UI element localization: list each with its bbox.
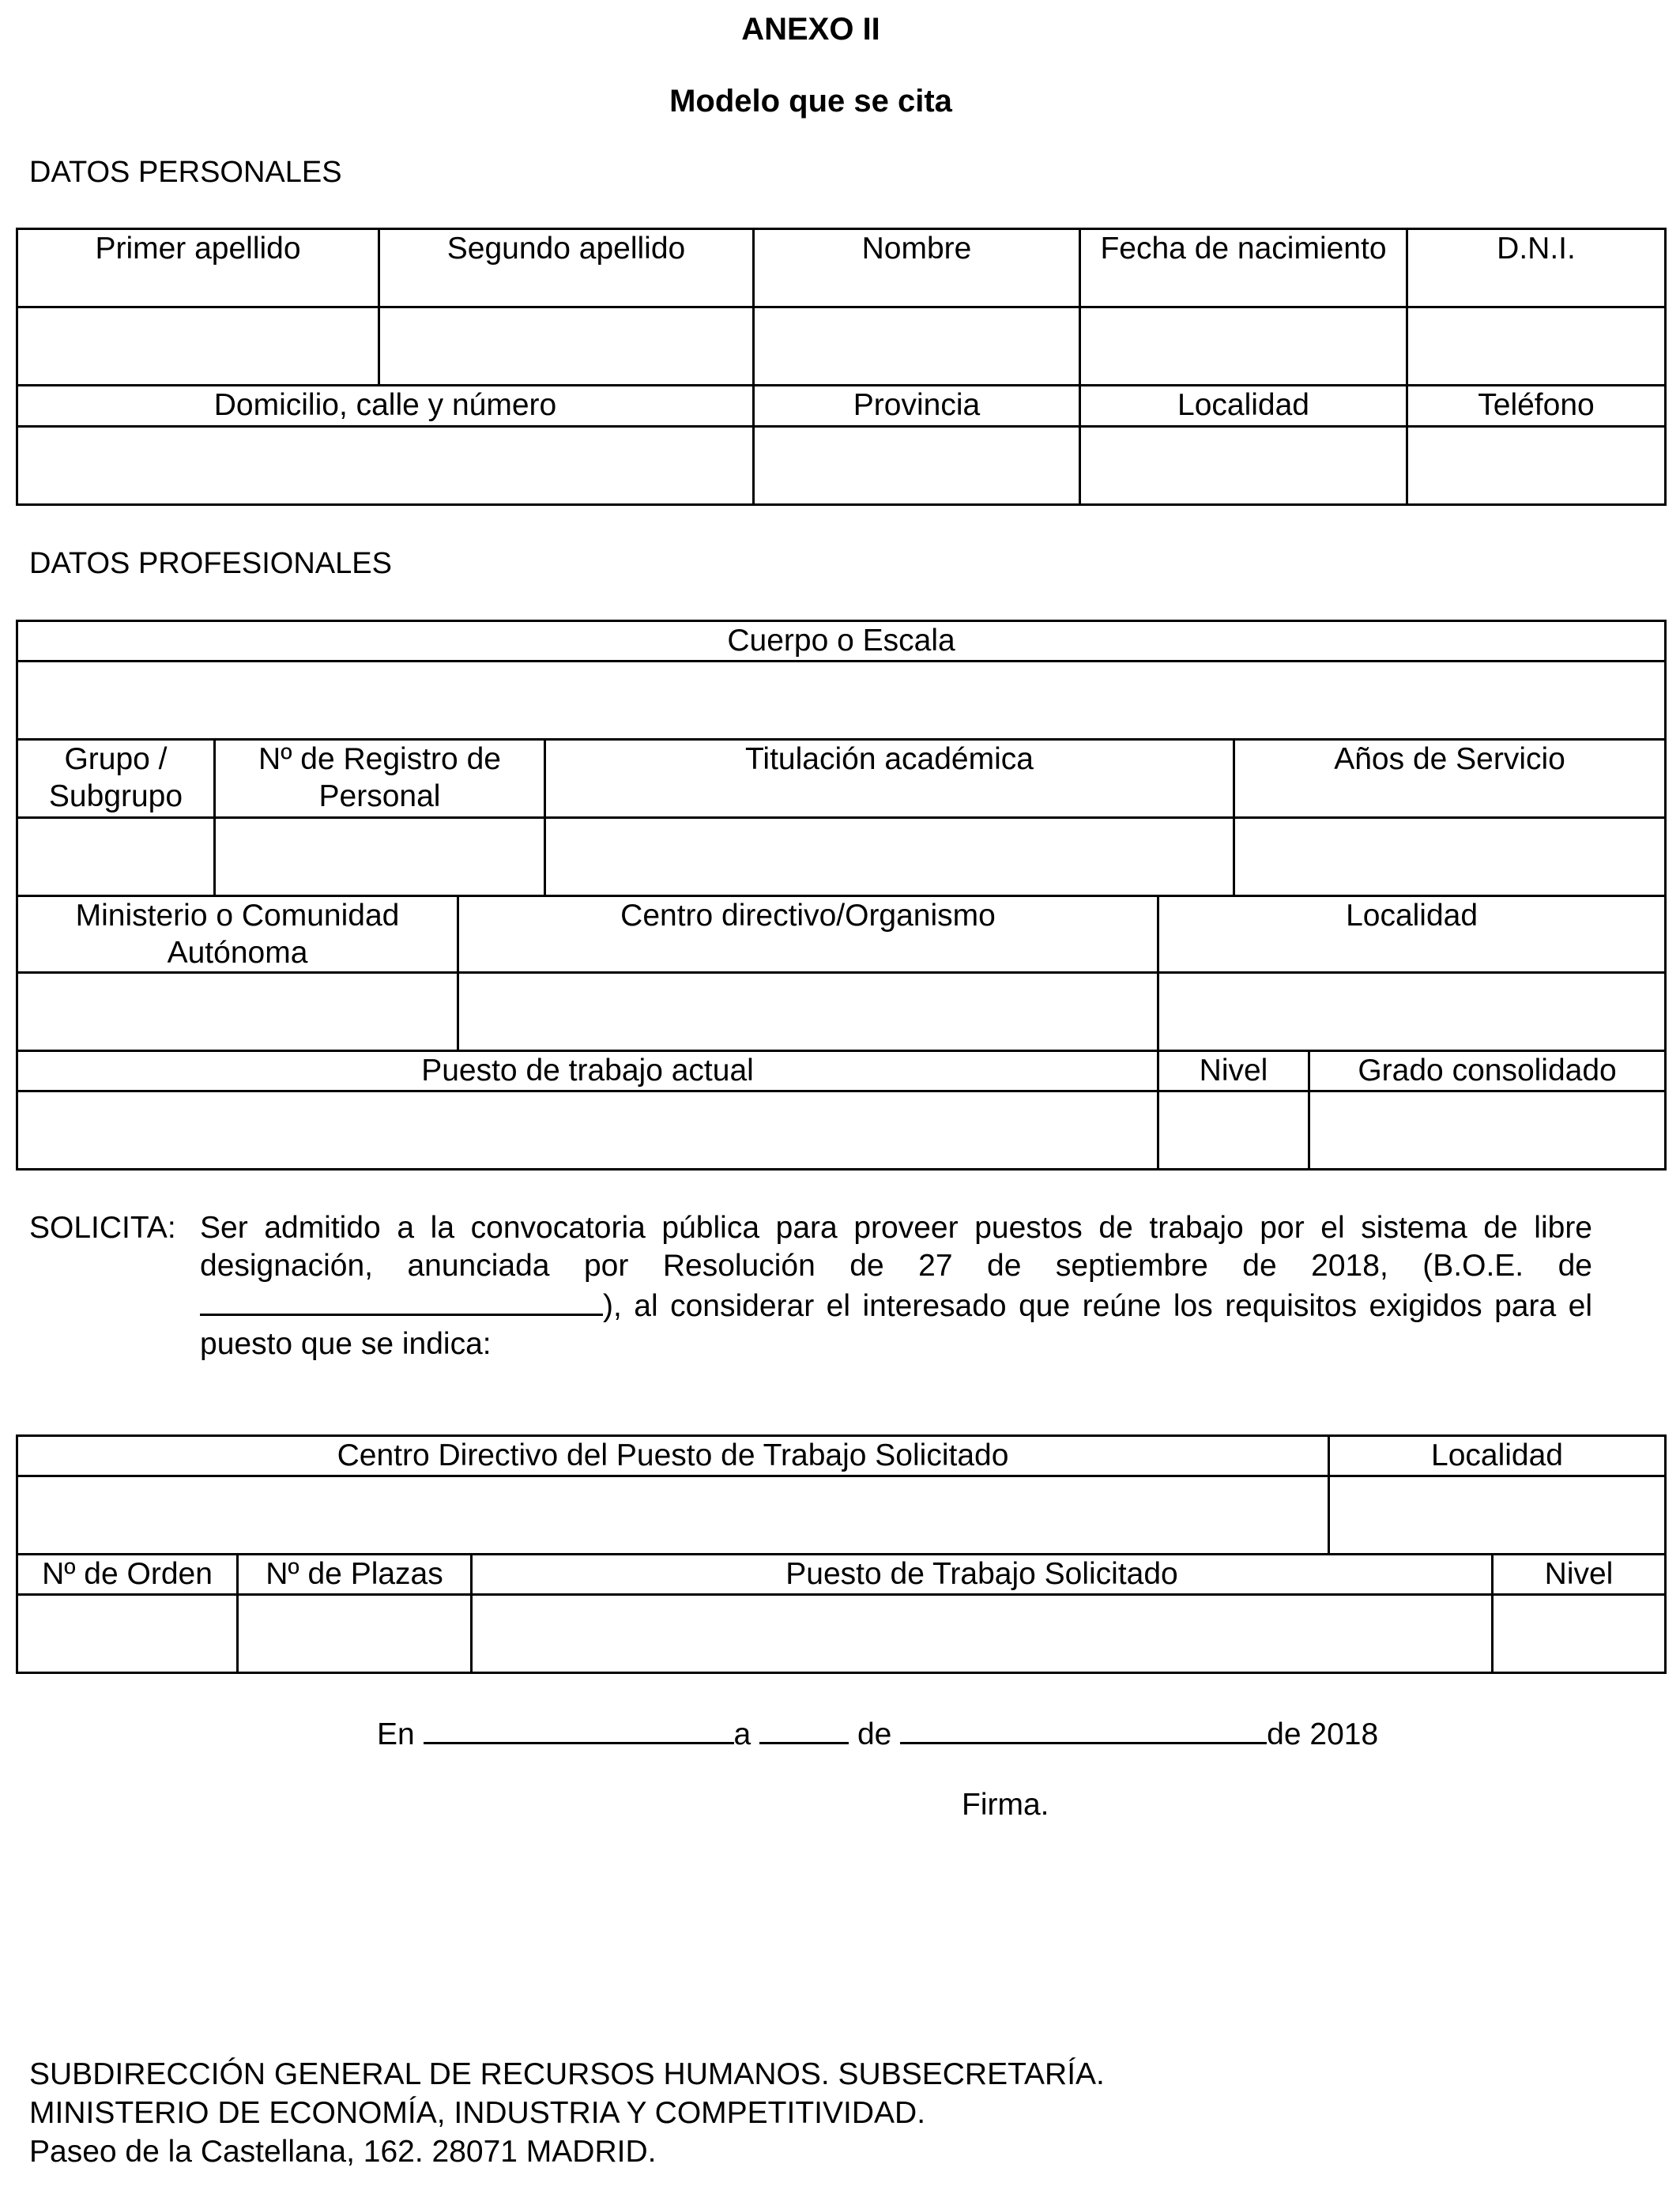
header-grado-consolidado: Grado consolidado — [1309, 1051, 1666, 1091]
field-puesto-actual[interactable] — [17, 1091, 1158, 1170]
header-anos-servicio: Años de Servicio — [1234, 740, 1666, 818]
field-localidad-prof[interactable] — [1158, 973, 1666, 1051]
header-nivel: Nivel — [1158, 1051, 1309, 1091]
solicita-text-part1: Ser admitido a la convocatoria pública para proveer puestos de trabajo por el sistema de libre designación, anunciada por Resolución de 27 de septiembre de 2018, (B.O.E. de — [200, 1211, 1592, 1283]
field-ministerio[interactable] — [17, 973, 458, 1051]
document-title: ANEXO II — [741, 12, 880, 47]
field-centro-solicitado[interactable] — [17, 1476, 1329, 1555]
header-fecha-nacimiento: Fecha de nacimiento — [1080, 229, 1407, 307]
professional-data-table — [16, 620, 1667, 1171]
field-primer-apellido[interactable] — [17, 307, 379, 386]
field-titulacion[interactable] — [545, 818, 1234, 896]
field-localidad[interactable] — [1080, 427, 1407, 505]
footer-line-2: MINISTERIO DE ECONOMÍA, INDUSTRIA Y COMPETITIVIDAD. — [29, 2096, 926, 2130]
field-puesto-solicitado[interactable] — [472, 1595, 1493, 1673]
header-numero-plazas: Nº de Plazas — [238, 1555, 472, 1595]
solicita-label: SOLICITA: — [29, 1211, 176, 1245]
field-fecha-nacimiento[interactable] — [1080, 307, 1407, 386]
field-registro-personal[interactable] — [215, 818, 545, 896]
header-telefono: Teléfono — [1407, 386, 1666, 427]
field-numero-orden[interactable] — [17, 1595, 238, 1673]
header-localidad-solicitada: Localidad — [1329, 1436, 1666, 1476]
field-numero-plazas[interactable] — [238, 1595, 472, 1673]
header-cuerpo-escala: Cuerpo o Escala — [17, 621, 1666, 662]
date-de-label: de — [857, 1717, 892, 1751]
header-ministerio: Ministerio o Comunidad Autónoma — [17, 896, 458, 973]
header-nivel-solicitado: Nivel — [1493, 1555, 1666, 1595]
header-grupo-subgrupo: Grupo / Subgrupo — [17, 740, 215, 818]
footer-line-3: Paseo de la Castellana, 162. 28071 MADRID. — [29, 2135, 657, 2169]
field-telefono[interactable] — [1407, 427, 1666, 505]
header-provincia: Provincia — [754, 386, 1080, 427]
document-subtitle: Modelo que se cita — [669, 84, 952, 119]
header-puesto-actual: Puesto de trabajo actual — [17, 1051, 1158, 1091]
field-provincia[interactable] — [754, 427, 1080, 505]
date-year-label: de 2018 — [1267, 1717, 1379, 1751]
header-domicilio: Domicilio, calle y número — [17, 386, 754, 427]
place-blank[interactable] — [424, 1713, 734, 1744]
header-numero-orden: Nº de Orden — [17, 1555, 238, 1595]
field-nombre[interactable] — [754, 307, 1080, 386]
date-a-label: a — [733, 1717, 751, 1751]
header-nombre: Nombre — [754, 229, 1080, 307]
requested-post-table — [16, 1434, 1667, 1674]
header-centro-solicitado: Centro Directivo del Puesto de Trabajo Solicitado — [17, 1436, 1329, 1476]
field-nivel[interactable] — [1158, 1091, 1309, 1170]
date-en-label: En — [377, 1717, 415, 1751]
header-localidad-prof: Localidad — [1158, 896, 1666, 973]
header-puesto-solicitado: Puesto de Trabajo Solicitado — [472, 1555, 1493, 1595]
day-blank[interactable] — [759, 1713, 849, 1744]
boe-date-blank[interactable] — [200, 1285, 603, 1316]
field-domicilio[interactable] — [17, 427, 754, 505]
field-localidad-solicitada[interactable] — [1329, 1476, 1666, 1555]
field-nivel-solicitado[interactable] — [1493, 1595, 1666, 1673]
header-registro-personal: Nº de Registro de Personal — [215, 740, 545, 818]
header-titulacion: Titulación académica — [545, 740, 1234, 818]
header-dni: D.N.I. — [1407, 229, 1666, 307]
field-grado-consolidado[interactable] — [1309, 1091, 1666, 1170]
solicita-text — [200, 1209, 1592, 1363]
field-cuerpo-escala[interactable] — [17, 662, 1666, 740]
section-label-personal: DATOS PERSONALES — [29, 156, 342, 189]
header-localidad: Localidad — [1080, 386, 1407, 427]
header-centro-directivo: Centro directivo/Organismo — [458, 896, 1158, 973]
date-line — [377, 1713, 1378, 1754]
signature-label: Firma. — [962, 1788, 1049, 1822]
personal-data-table — [16, 228, 1667, 506]
header-segundo-apellido: Segundo apellido — [379, 229, 754, 307]
field-centro-directivo[interactable] — [458, 973, 1158, 1051]
field-dni[interactable] — [1407, 307, 1666, 386]
section-label-professional: DATOS PROFESIONALES — [29, 547, 392, 580]
field-grupo-subgrupo[interactable] — [17, 818, 215, 896]
month-blank[interactable] — [900, 1713, 1267, 1744]
header-primer-apellido: Primer apellido — [17, 229, 379, 307]
field-segundo-apellido[interactable] — [379, 307, 754, 386]
footer-line-1: SUBDIRECCIÓN GENERAL DE RECURSOS HUMANOS. SUBSECRETARÍA. — [29, 2057, 1105, 2091]
solicita-text-part2: ), al considerar el interesado que reúne los requisitos exigidos para el puesto que se indica: — [200, 1289, 1592, 1361]
field-anos-servicio[interactable] — [1234, 818, 1666, 896]
